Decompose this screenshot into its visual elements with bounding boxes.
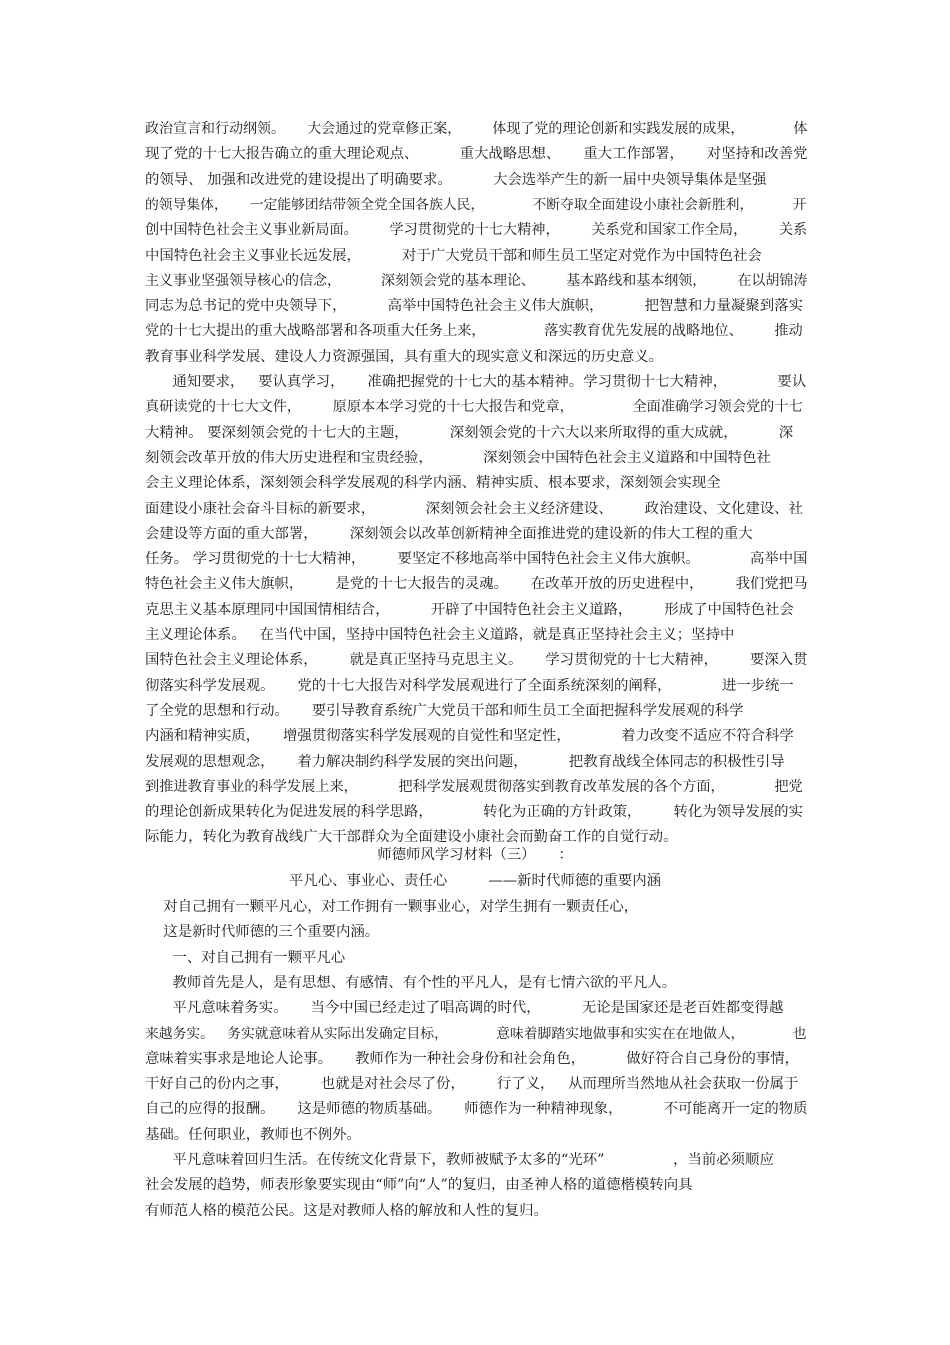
paragraph-line: 主义事业坚强领导核心的信念， 深刻领会党的基本理论、 基本路线和基本纲领， 在以胡锦涛	[145, 272, 808, 289]
paragraph-line: 一、对自己拥有一颗平凡心	[145, 949, 346, 966]
paragraph-line: 自己的应得的报酬。 这是师德的物质基础。 师德作为一种精神现象， 不可能离开一定的物质	[145, 1101, 808, 1118]
paragraph-line: 有师范人格的模范公民。这是对教师人格的解放和人性的复归。	[145, 1202, 548, 1219]
paragraph-line: 现了党的十七大报告确立的重大理论观点、 重大战略思想、 重大工作部署， 对坚持和改善党	[145, 146, 808, 163]
paragraph-line: 的理论创新成果转化为促进发展的科学思路， 转化为正确的方针政策， 转化为领导发展的实	[145, 804, 803, 821]
paragraph-line: 彻落实科学发展观。 党的十七大报告对科学发展观进行了全面系统深刻的阐释， 进一步统一	[145, 677, 794, 694]
paragraph-line: 面建设小康社会奋斗目标的新要求， 深刻领会社会主义经济建设、 政治建设、文化建设、社	[145, 500, 803, 517]
paragraph-line: 基础。任何职业，教师也不例外。	[145, 1126, 361, 1143]
paragraph-line: 了全党的思想和行动。 要引导教育系统广大党员干部和师生员工全面把握科学发展观的科学	[145, 702, 744, 719]
paragraph-line: 对自己拥有一颗平凡心，对工作拥有一颗事业心，对学生拥有一颗责任心，	[145, 899, 639, 915]
paragraph-line: 中国特色社会主义事业长远发展， 对于广大党员干部和师生员工坚定对党作为中国特色社会	[145, 247, 762, 264]
paragraph-line: 通知要求， 要认真学习， 准确把握党的十七大的基本精神。学习贯彻十七大精神， 要认	[145, 374, 807, 390]
paragraph-line: 同志为总书记的党中央领导下， 高举中国特色社会主义伟大旗帜， 把智慧和力量凝聚到落实	[145, 298, 803, 315]
paragraph-line: 刻领会改革开放的伟大历史进程和宝贵经验， 深刻领会中国特色社会主义道路和中国特色社	[145, 449, 771, 466]
paragraph-line: 意味着实事求是地论人论事。 教师作为一种社会身份和社会角色， 做好符合自己身份的事情，	[145, 1050, 800, 1067]
paragraph-line: 任务。 学习贯彻党的十七大精神， 要坚定不移地高举中国特色社会主义伟大旗帜。 高举中国	[145, 551, 808, 568]
paragraph-line: 发展观的思想观念， 着力解决制约科学发展的突出问题， 把教育战线全体同志的积极性引导	[145, 753, 785, 770]
paragraph-line: 会建设等方面的重大部署， 深刻领会以改革创新精神全面推进党的建设新的伟大工程的重大	[145, 525, 753, 542]
paragraph-line: 平凡意味着回归生活。在传统文化背景下，教师被赋予太多的“光环” ，当前必须顺应	[145, 1152, 774, 1168]
paragraph-line: 干好自己的份内之事， 也就是对社会尽了份， 行了义， 从而理所当然地从社会获取一份属于	[145, 1076, 799, 1093]
paragraph-line: 特色社会主义伟大旗帜， 是党的十七大报告的灵魂。 在改革开放的历史进程中， 我们党把马	[145, 576, 808, 593]
paragraph-line: 内涵和精神实质， 增强贯彻落实科学发展观的自觉性和坚定性， 着力改变不适应不符合科学	[145, 728, 794, 745]
paragraph-line: 大精神。 要深刻领会党的十七大的主题， 深刻领会党的十六大以来所取得的重大成就， 深	[145, 424, 794, 441]
section-subtitle: 平凡心、事业心、责任心 ——新时代师德的重要内涵	[288, 873, 662, 889]
paragraph-line: 克思主义基本原理同中国国情相结合， 开辟了中国特色社会主义道路， 形成了中国特色社会	[145, 601, 794, 618]
paragraph-line: 的领导、 加强和改进党的建设提出了明确要求。 大会选举产生的新一届中央领导集体是坚强	[145, 171, 767, 188]
paragraph-line: 党的十七大提出的重大战略部署和各项重大任务上来， 落实教育优先发展的战略地位、 推动	[145, 323, 803, 340]
paragraph-line: 政治宣言和行动纲领。 大会通过的党章修正案， 体现了党的理论创新和实践发展的成果， 体	[145, 121, 808, 137]
paragraph-line: 来越务实。 务实就意味着从实际出发确定目标， 意味着脚踏实地做事和实实在在地做人， 也	[145, 1025, 807, 1042]
paragraph-line: 会主义理论体系，深刻领会科学发展观的科学内涵、精神实质、根本要求，深刻领会实现全	[145, 475, 721, 492]
paragraph-line: 到推进教育事业的科学发展上来， 把科学发展观贯彻落实到教育改革发展的各个方面， 把党	[145, 778, 803, 795]
paragraph-line: 国特色社会主义理论体系， 就是真正坚持马克思主义。 学习贯彻党的十七大精神， 要深入贯	[145, 652, 808, 669]
paragraph-line: 创中国特色社会主义事业新局面。 学习贯彻党的十七大精神， 关系党和国家工作全局， 关系	[145, 222, 808, 239]
paragraph-line: 教师首先是人，是有思想、有感情、有个性的平凡人，是有七情六欲的平凡人。	[145, 974, 677, 991]
paragraph-line: 平凡意味着务实。 当今中国已经走过了唱高调的时代， 无论是国家还是老百姓都变得越	[145, 1000, 784, 1017]
paragraph-line: 的领导集体， 一定能够团结带领全党全国各族人民， 不断夺取全面建设小康社会新胜利， 开	[145, 196, 807, 213]
paragraph-line: 际能力，转化为教育战线广大干部群众为全面建设小康社会而勤奋工作的自觉行动。	[145, 829, 678, 846]
paragraph-line: 社会发展的趋势，师表形象要实现由“师”向“人”的复归，由圣神人格的道德楷模转向具	[145, 1177, 693, 1194]
section-title: 师德师风学习材料（三） ：	[377, 847, 573, 863]
paragraph-line: 真研读党的十七大文件， 原原本本学习党的十七大报告和党章， 全面准确学习领会党的十七	[145, 399, 803, 416]
paragraph-line: 这是新时代师德的三个重要内涵。	[145, 924, 380, 941]
paragraph-line: 教育事业科学发展、建设人力资源强国，具有重大的现实意义和深远的历史意义。	[145, 348, 664, 365]
paragraph-line: 主义理论体系。 在当代中国，坚持中国特色社会主义道路，就是真正坚持社会主义；坚持中	[145, 627, 735, 643]
